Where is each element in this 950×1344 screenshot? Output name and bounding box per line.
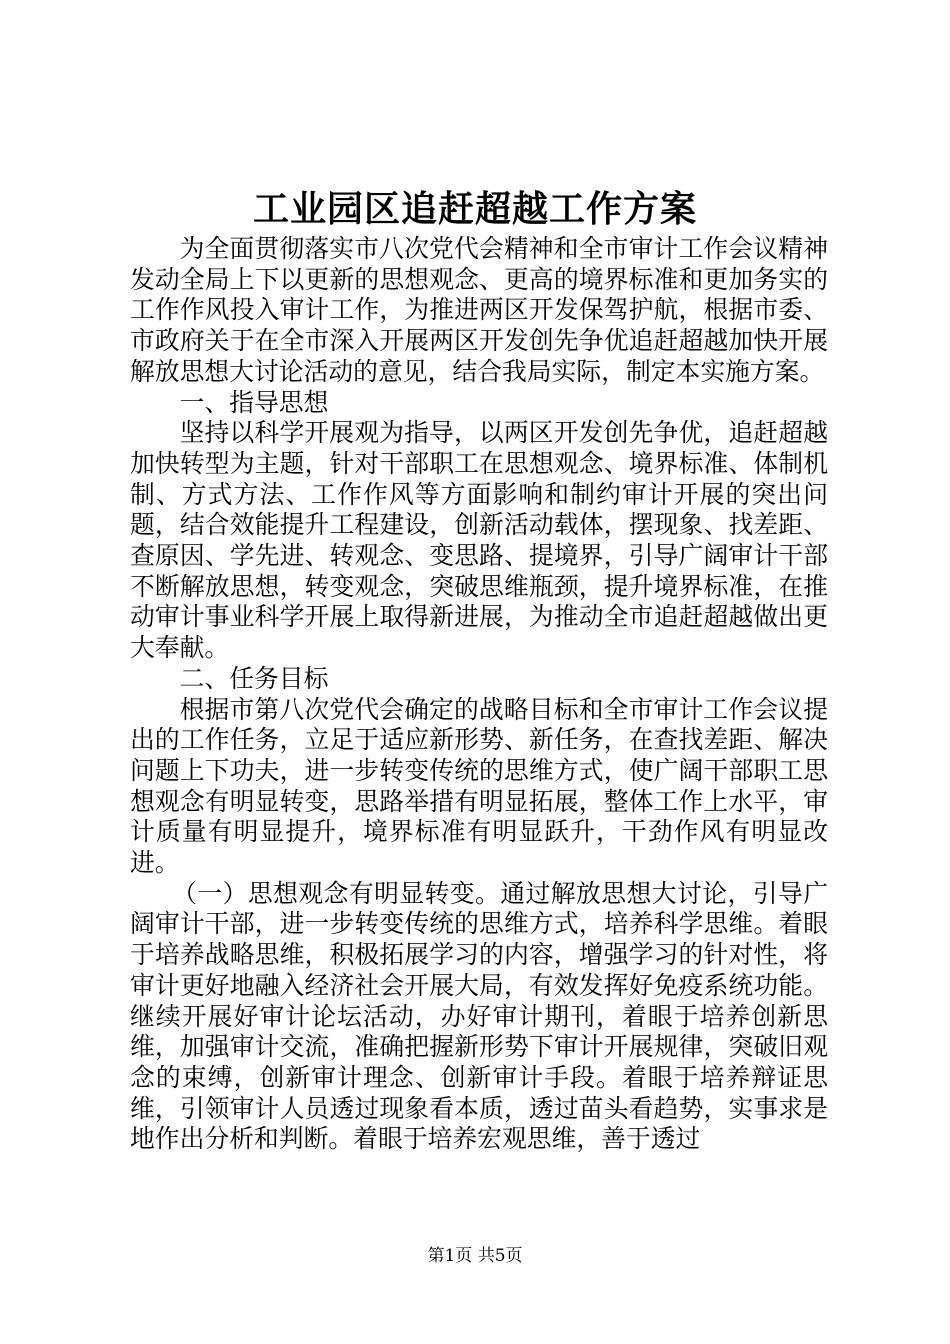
subsection-thought-change-paragraph: （一）思想观念有明显转变。通过解放思想大讨论，引导广阔审计干部，进一步转变传统的思维方式，培养科学思维。着眼于培养战略思维，积极拓展学习的内容，增强学习的针对性，将审计更好地融入经济社会开展大局，有效发挥好免疫系统功能。继续开展好审计论坛活动，办好审计期刊，着眼于培养创新思维，加强审计交流，准确把握新形势下审计开展规律，突破旧观念的束缚，创新审计理念、创新审计手段。着眼于培养辩证思维，引领审计人员透过现象看本质，透过苗头看趋势，实事求是地作出分析和判断。着眼于培养宏观思维，善于透过 <box>130 878 828 1154</box>
section-heading-task-goals: 二、任务目标 <box>179 663 329 693</box>
document-title: 工业园区追赶超越工作方案 <box>252 188 697 230</box>
page-number-footer: 第1页 共5页 <box>427 1246 523 1266</box>
intro-paragraph: 为全面贯彻落实市八次党代会精神和全市审计工作会议精神发动全局上下以更新的思想观念、更高的境界标准和更加务实的工作作风投入审计工作，为推进两区开发保驾护航，根据市委、市政府关于在全市深入开展两区开发创先争优追赶超越加快开展解放思想大讨论活动的意见，结合我局实际，制定本实施方案。 <box>130 234 828 386</box>
task-goals-paragraph: 根据市第八次党代会确定的战略目标和全市审计工作会议提出的工作任务，立足于适应新形势、新任务，在查找差距、解决问题上下功夫，进一步转变传统的思维方式，使广阔干部职工思想观念有明显转变，思路举措有明显拓展，整体工作上水平，审计质量有明显提升，境界标准有明显跃升，干劲作风有明显改进。 <box>130 694 828 878</box>
guiding-thought-paragraph: 坚持以科学开展观为指导，以两区开发创先争优，追赶超越加快转型为主题，针对干部职工在思想观念、境界标准、体制机制、方式方法、工作作风等方面影响和制约审计开展的突出问题，结合效能提升工程建设，创新活动载体，摆现象、找差距、查原因、学先进、转观念、变思路、提境界，引导广阔审计干部不断解放思想，转变观念，突破思维瓶颈，提升境界标准，在推动审计事业科学开展上取得新进展，为推动全市追赶超越做出更大奉献。 <box>130 418 828 663</box>
document-body <box>130 234 828 1155</box>
section-heading-guiding-thought: 一、指导思想 <box>179 387 329 417</box>
